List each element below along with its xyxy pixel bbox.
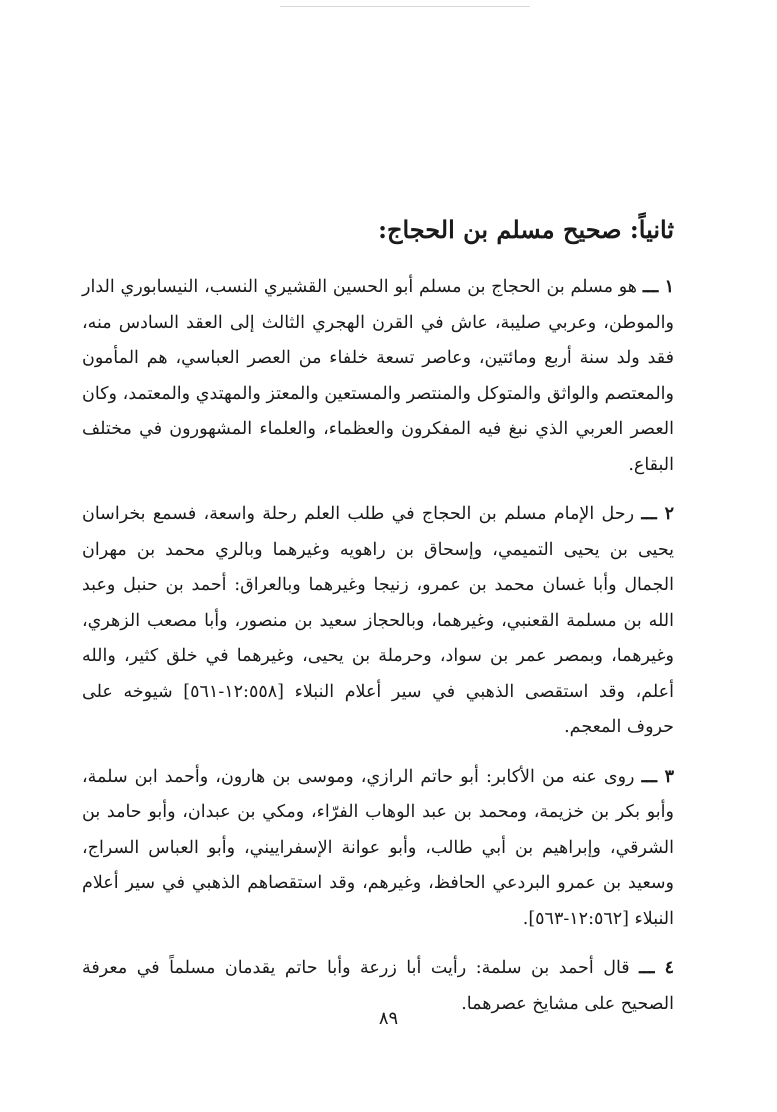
paragraph-1	[82, 270, 674, 483]
paragraph-3	[82, 760, 674, 938]
paragraph-number: ٢ ـــ	[641, 504, 674, 524]
paragraph-number: ٤ ـــ	[639, 958, 674, 978]
document-page	[82, 210, 674, 1036]
paragraph-text: رحل الإمام مسلم بن الحجاج في طلب العلم رحلة واسعة، فسمع بخراسان يحيى بن يحيى التميمي، وإسحاق بن راهويه وغيرهما وبالري محمد بن مهران الجمال وأبا غسان محمد بن عمرو، زنيجا وغيرهما وبالعراق: أحمد بن حنبل وعبد الله بن مسلمة القعنبي، وغيرهما، وبالحجاز سعيد بن منصور، وأبا مصعب الزهري، وغيرهما، وبمصر عمر بن سواد، وحرملة بن يحيى، وغيرهما في خلق كثير، والله أعلم، وقد استقصى الذهبي في سير أعلام النبلاء [١٢:٥٥٨-٥٦١] شيوخه على حروف المعجم.	[82, 504, 674, 737]
top-rule	[280, 6, 530, 7]
paragraph-2	[82, 497, 674, 746]
paragraph-text: هو مسلم بن الحجاج بن مسلم أبو الحسين القشيري النسب، النيسابوري الدار والموطن، وعربي صليبة، عاش في القرن الهجري الثالث إلى العقد السادس منه، فقد ولد سنة أربع ومائتين، وعاصر تسعة خلفاء من العصر العباسي، هم المأمون والمعتصم والواثق والمتوكل والمنتصر والمستعين والمعتز والمهتدي والمعتمد، وكان العصر العربي الذي نبغ فيه المفكرون والعظماء، والعلماء المشهورون في مختلف البقاع.	[82, 277, 674, 475]
paragraph-number: ١ ـــ	[642, 277, 674, 297]
paragraph-text: قال أحمد بن سلمة: رأيت أبا زرعة وأبا حاتم يقدمان مسلماً في معرفة الصحيح على مشايخ عصرهما.	[82, 958, 674, 1014]
paragraph-text: روى عنه من الأكابر: أبو حاتم الرازي، وموسى بن هارون، وأحمد ابن سلمة، وأبو بكر بن خزيمة، ومحمد بن عبد الوهاب الفرّاء، ومكي بن عبدان، وأبو حامد بن الشرقي، وإبراهيم بن أبي طالب، وأبو عوانة الإسفراييني، وأبو العباس السراج، وسعيد بن عمرو البردعي الحافظ، وغيرهم، وقد استقصاهم الذهبي في سير أعلام النبلاء [١٢:٥٦٢-٥٦٣].	[82, 766, 674, 929]
page-number: ٨٩	[378, 1008, 399, 1029]
paragraph-number: ٣ ـــ	[641, 766, 674, 787]
section-heading: ثانياً: صحيح مسلم بن الحجاج:	[378, 215, 674, 244]
